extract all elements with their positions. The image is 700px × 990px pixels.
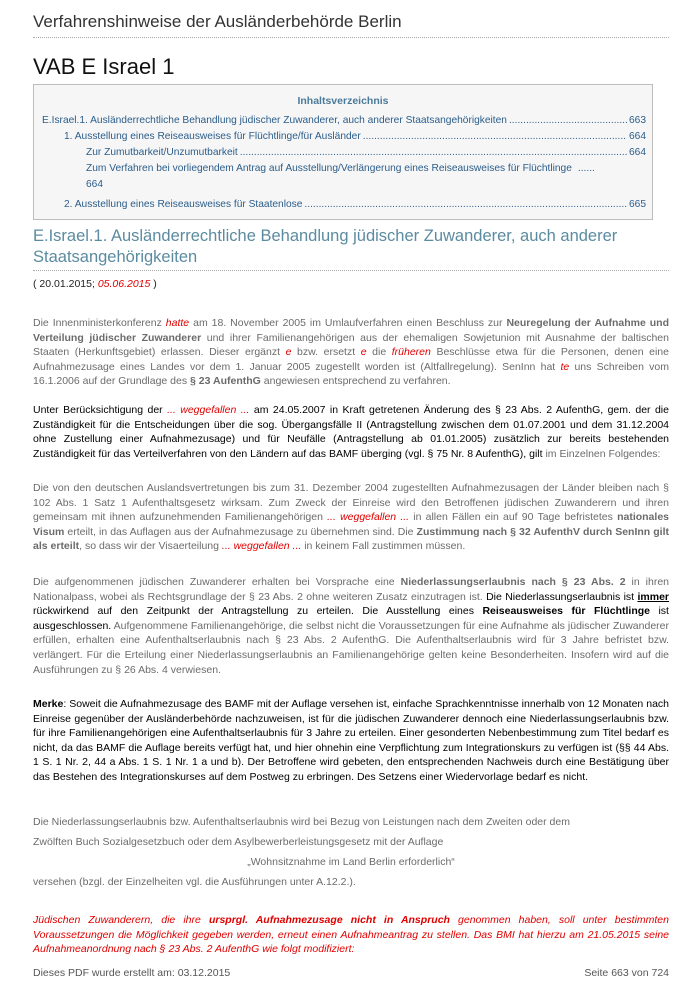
footer-page-number: Seite 663 von 724 bbox=[584, 967, 669, 979]
toc-entry-text: Zur Zumutbarkeit/Unzumutbarkeit bbox=[86, 147, 238, 158]
paragraph-new-application: Jüdischen Zuwanderern, die ihre ursprgl. Aufnahmezusage nicht in Anspruch genommen haben, soll unter bestimmten Voraussetzungen die Möglichkeit gegeben werden, erneut einen Aufnahmeantrag zu stellen. Das BMI hat hierzu am 21.05.2015 seine Aufnahmeanordnung nach § 23 Abs. 2 AufenthG wie folgt modifiziert: bbox=[33, 914, 669, 956]
toc-entry-page: 663 bbox=[629, 115, 646, 126]
paragraph-visa: Die von den deutschen Auslandsvertretungen bis zum 31. Dezember 2004 zugestellten Aufnahmezusagen der Länder bleiben nach § 102 Abs. 1 Satz 1 Aufenthaltsgesetz wirksam. Zum Zweck der Einreise wird den Betroffenen jüdischen Zuwanderern und ihren gemeinsam mit ihnen aufzunehmenden Familienangehörigen ... weggefallen ... in allen Fällen ein auf 90 Tage befristetes nationales Visum erteilt, in das Auflagen aus der Aufnahmezusage zu übernehmen sind. Die Zustimmung nach § 32 AufenthV durch SenInn gilt als erteilt, so dass wir der Visaerteilung ... weggefallen ... in keinem Fall zustimmen müssen. bbox=[33, 482, 669, 553]
toc-entry-text: E.Israel.1. Ausländerrechtliche Behandlung jüdischer Zuwanderer, auch anderer Staatsangehörigkeiten bbox=[42, 115, 507, 126]
paragraph-bamf-competence: Unter Berücksichtigung der ... weggefallen ... am 24.05.2007 in Kraft getretenen Änderung des § 23 Abs. 2 AufenthG, gem. der die Zuständigkeit für die Entscheidungen über die sog. Übergangsfälle II (Antragstellung zwischen dem 01.07.2001 und dem 31.12.2004 ohne Zustellung einer Aufnahmezusage) und für Neufälle (Antragstellung ab 01.01.2005) zusätzlich zur bereits bestehenden Zuständigkeit für das Verteilverfahren von den Ländern auf das BAMF überging (vgl. § 75 Nr. 8 AufenthG), gilt im Einzelnen Folgendes: bbox=[33, 404, 669, 460]
toc-entry[interactable] bbox=[40, 113, 646, 129]
toc-entry[interactable]: Zum Verfahren bei vorliegendem Antrag auf Ausstellung/Verlängerung eines Reiseausweises für Flüchtlinge ...... 664 bbox=[40, 161, 646, 193]
table-of-contents bbox=[33, 84, 653, 220]
toc-entry-page: 665 bbox=[629, 199, 646, 210]
revision-dates: ( 20.01.2015; 05.06.2015 ) bbox=[33, 278, 157, 290]
toc-entry-text: 1. Ausstellung eines Reiseausweises für Flüchtlinge/für Ausländer bbox=[64, 131, 361, 142]
footer-created-date: Dieses PDF wurde erstellt am: 03.12.2015 bbox=[33, 967, 231, 979]
date-revised: 05.06.2015 bbox=[97, 278, 151, 290]
toc-entry[interactable] bbox=[40, 145, 646, 161]
date-original: 20.01.2015; bbox=[39, 278, 95, 290]
section-divider bbox=[33, 270, 669, 271]
toc-entry-text: 2. Ausstellung eines Reiseausweises für Staatenlose bbox=[64, 199, 303, 210]
condition-quote: „Wohnsitznahme im Land Berlin erforderlich“ bbox=[247, 856, 455, 868]
toc-entry[interactable] bbox=[40, 129, 646, 145]
toc-entry-page: 664 bbox=[629, 131, 646, 142]
running-header: Verfahrenshinweise der Ausländerbehörde Berlin bbox=[33, 12, 402, 31]
toc-entry-page: 664 bbox=[629, 147, 646, 158]
paragraph-imk-decision: Die Innenministerkonferenz hatte am 18. November 2005 im Umlaufverfahren einen Beschluss zur Neuregelung der Aufnahme und Verteilung jüdischer Zuwanderer und ihrer Familienangehörigen aus der ehemaligen Sowjetunion mit Ausnahme der baltischen Staaten (Herkunftsgebiet) erlassen. Dieser ergänzt e bzw. ersetzt e die früheren Beschlüsse etwa für die Personen, denen eine Aufnahmezusage eines Landes vor dem 1. Januar 2005 zugestellt worden ist (Altfallregelung). SenInn hat te uns Schreiben vom 16.1.2006 auf der Grundlage des § 23 AufenthG angewiesen entsprechend zu verfahren. bbox=[33, 317, 669, 388]
toc-heading: Inhaltsverzeichnis bbox=[297, 95, 389, 107]
document-title: VAB E Israel 1 bbox=[33, 54, 175, 79]
header-divider bbox=[33, 37, 669, 38]
paragraph-settlement-permit: Die aufgenommenen jüdischen Zuwanderer erhalten bei Vorsprache eine Niederlassungserlaubnis nach § 23 Abs. 2 in ihren Nationalpass, wobei als Rechtsgrundlage der § 23 Abs. 2 ohne weiteren Zusatz einzutragen ist. Die Niederlassungserlaubnis ist immer rückwirkend auf den Zeitpunkt der Antragstellung zu erteilen. Die Ausstellung eines Reiseausweises für Flüchtlinge ist ausgeschlossen. Aufgenommene Familienangehörige, die selbst nicht die Voraussetzungen für eine Aufnahme als jüdischer Zuwanderer erfüllen, erhalten eine Aufenthaltserlaubnis nach § 23 Abs. 2 AufenthG. Die Aufenthaltserlaubnis wird für 3 Jahre befristet bzw. verlängert. Für die Erteilung einer Niederlassungserlaubnis an Familienangehörige gelten keine Besonderheiten. Insofern wird auf die Ausführungen zu § 26 Abs. 4 verwiesen. bbox=[33, 576, 669, 676]
section-title: E.Israel.1. Ausländerrechtliche Behandlung jüdischer Zuwanderer, auch anderer Staatsangehörigkeiten bbox=[33, 227, 618, 266]
toc-entry-text: Zum Verfahren bei vorliegendem Antrag auf Ausstellung/Verlängerung eines Reiseausweises für Flüchtlinge bbox=[86, 163, 572, 174]
toc-entry-page: 664 bbox=[86, 179, 103, 190]
paragraph-note: Merke: Soweit die Aufnahmezusage des BAMF mit der Auflage versehen ist, einfache Sprachkenntnisse innerhalb von 12 Monaten nach Einreise gegenüber der Ausländerbehörde nachzuweisen, ist für die jüdischen Zuwanderer dennoch eine Niederlassungserlaubnis bzw. für ihre Familienangehörigen eine Aufenthaltserlaubnis für 3 Jahre zu erteilen. Einer gesonderten Nebenbestimmung zum Titel bedarf es nicht, da das BAMF die Auflage bereits verfügt hat, und hier ohnehin eine Verpflichtung zum Integrationskurs zu verfügen ist (§§ 44 Abs. 1 S. 1 Nr. 2, 44 a Abs. 1 S. 1 Nr. 1 a und b). Der Betroffene wird gebeten, den entsprechenden Nachweis durch eine Bestätigung über das Bestehen des Integrationskurses auf dem Postweg zu erbringen. Des Setzens einer Wiedervorlage bedarf es nicht. bbox=[33, 698, 669, 783]
paragraph-residence-condition: Die Niederlassungserlaubnis bzw. Aufenthaltserlaubnis wird bei Bezug von Leistungen nach dem Zweiten oder dem Zwölften Buch Sozialgesetzbuch oder dem Asylbewerberleistungsgesetz mit der Auflage „Wohnsitznahme im Land Berlin erforderlich“ versehen (bzgl. der Einzelheiten vgl. die Ausführungen unter A.12.2.). bbox=[33, 812, 669, 892]
toc-entry[interactable] bbox=[40, 197, 646, 213]
